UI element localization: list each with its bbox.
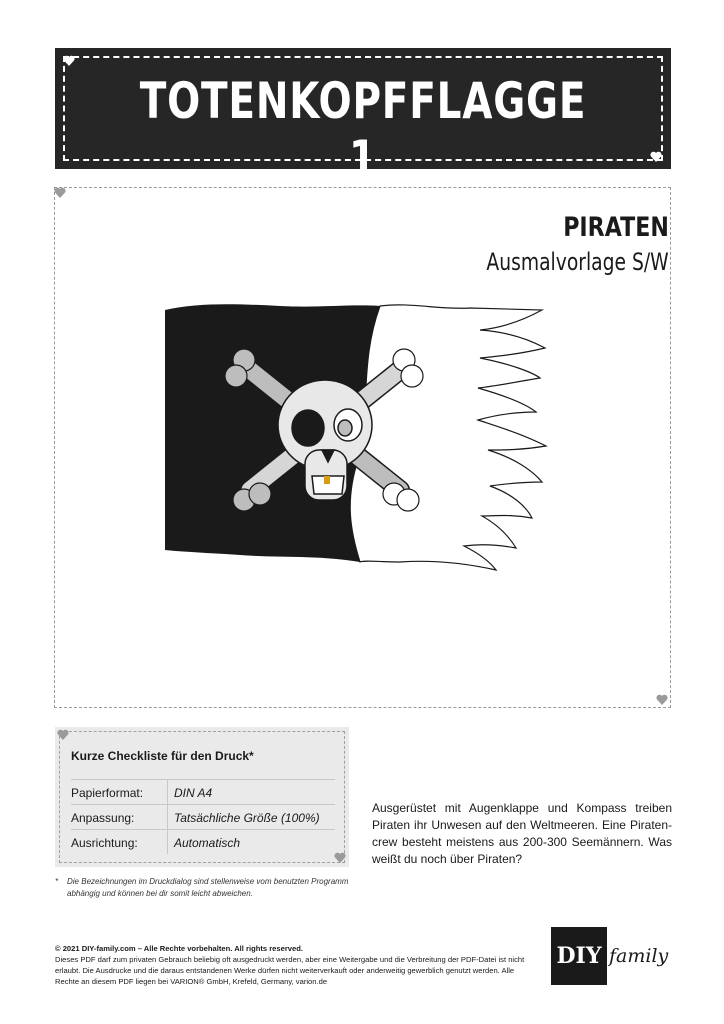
print-footnote xyxy=(55,876,355,900)
checklist-label: Papierformat: xyxy=(71,786,144,800)
checklist-value: Tatsächliche Größe (100%) xyxy=(174,811,320,825)
section-heading: PIRATEN xyxy=(563,212,669,243)
logo-mark: DIY xyxy=(551,927,607,985)
checklist-row xyxy=(71,779,335,804)
section-subheading: Ausmalvorlage S/W xyxy=(486,248,669,276)
checklist-title: Kurze Checkliste für den Druck* xyxy=(71,749,254,763)
checklist-value: DIN A4 xyxy=(174,786,213,800)
license-text: Dieses PDF darf zum privaten Gebrauch beliebig oft ausgedruckt werden, aber eine Weitergabe und die Verbreitung der PDF-Datei ist nicht erlaubt. Die Ausdrucke und die daraus entstandenen Werke dürfen nicht weiterverkauft oder anderweitig gewerblich genutzt werden. Alle Rechte an diesem PDF liegen bei VARION® GmbH, Krefeld, Germany, varion.de xyxy=(55,955,525,986)
checklist-label: Ausrichtung: xyxy=(71,836,138,850)
heart-icon xyxy=(63,55,75,66)
checklist-row xyxy=(71,804,335,829)
page-title: TOTENKOPFFLAGGE 1 xyxy=(139,72,587,188)
checklist-value: Automatisch xyxy=(174,836,241,850)
heart-icon xyxy=(57,729,69,740)
heart-icon xyxy=(54,187,66,198)
print-checklist xyxy=(55,727,349,867)
checklist-row xyxy=(71,829,335,854)
title-banner xyxy=(55,48,671,188)
heart-icon xyxy=(334,852,346,863)
heart-icon xyxy=(650,151,662,162)
footnote-text: Die Bezeichnungen im Druckdialog sind stellenweise vom benutzten Programm abhängig und können bei dir somit leicht abweichen. xyxy=(67,877,349,898)
footnote-marker: * xyxy=(55,877,59,886)
pirate-flag-illustration xyxy=(160,300,560,580)
description-text: Ausgerüstet mit Augenklappe und Kompass treiben Piraten ihr Unwesen auf den Weltmeeren. Eine Piraten-crew besteht meistens aus 200-300 Seemännern. Was weißt du noch über Piraten? xyxy=(372,801,672,866)
diy-family-logo xyxy=(551,927,671,985)
logo-word: family xyxy=(609,945,669,967)
copyright-line: © 2021 DIY-family.com – Alle Rechte vorbehalten. All rights reserved. xyxy=(55,944,303,953)
checklist-label: Anpassung: xyxy=(71,811,135,825)
heart-icon xyxy=(656,694,668,705)
copyright-notice xyxy=(55,943,540,987)
flag-white-half xyxy=(350,305,546,570)
